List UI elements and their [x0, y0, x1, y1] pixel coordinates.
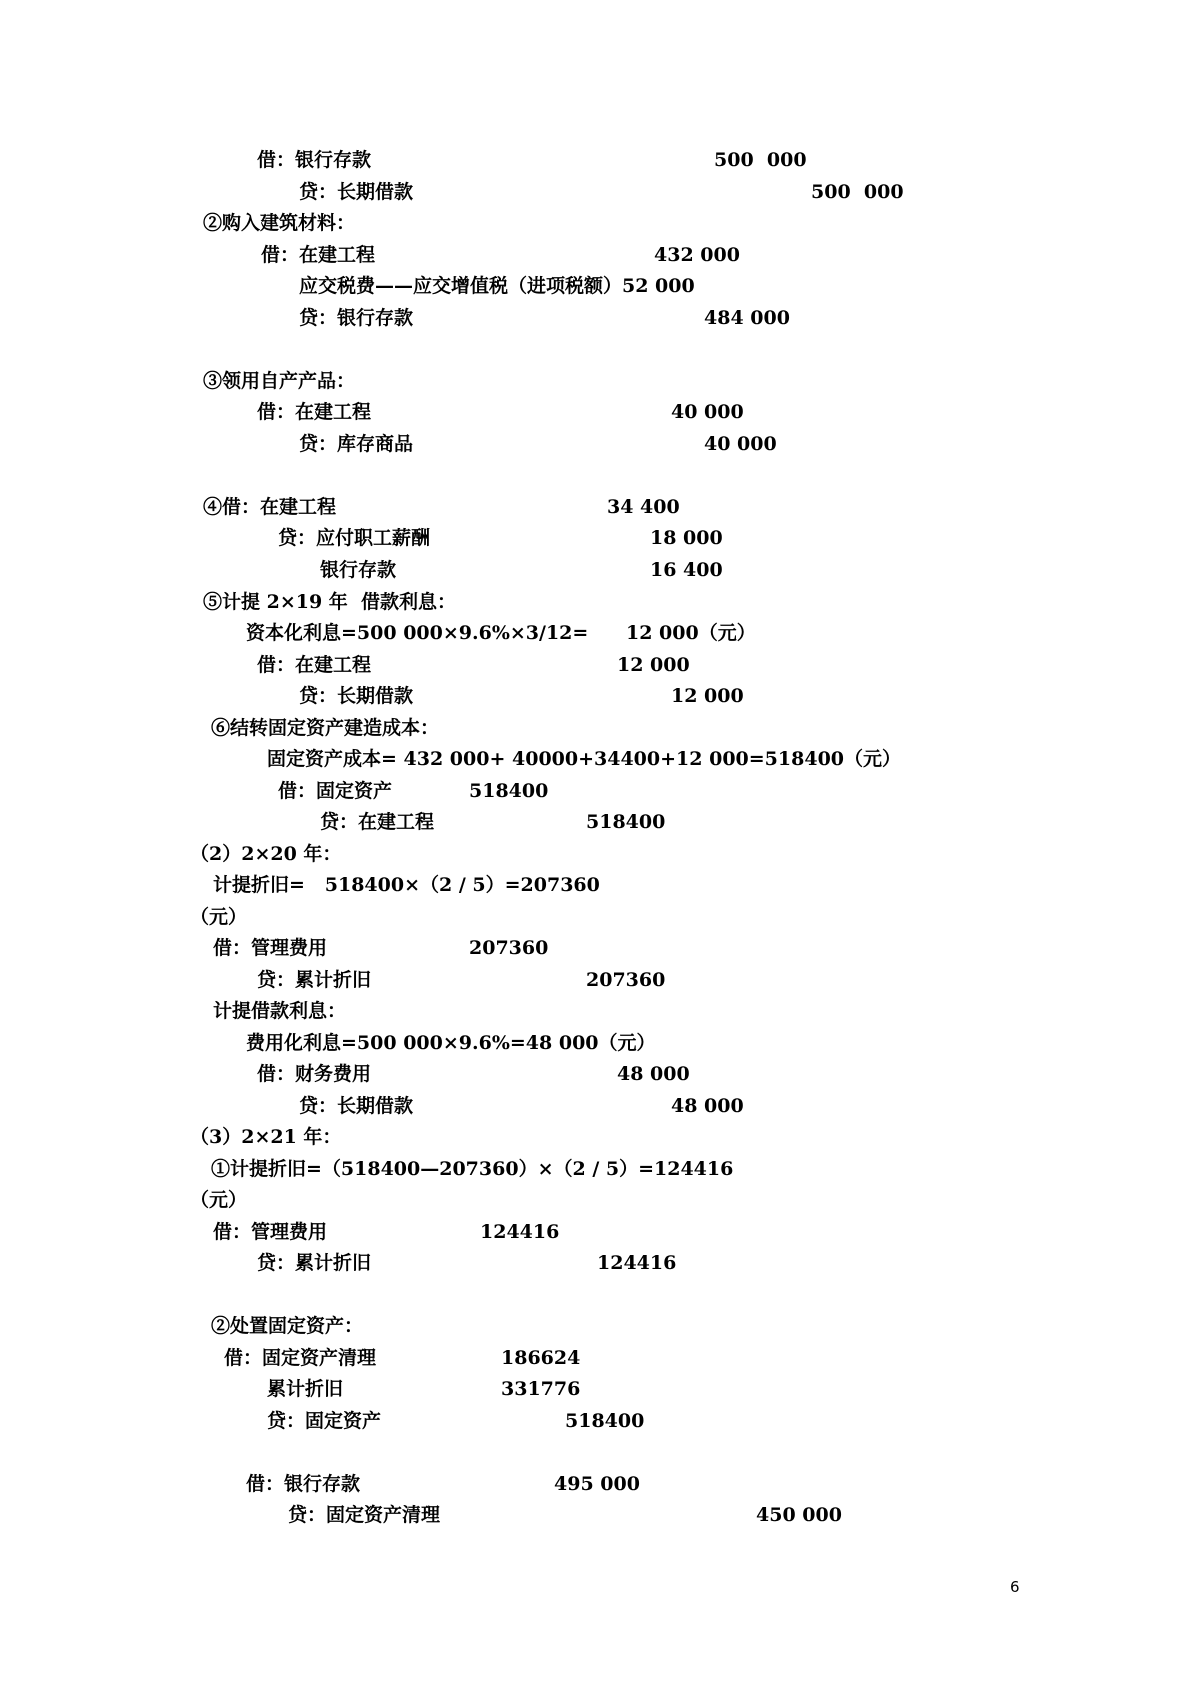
text-line: 贷：固定资产 — [267, 1410, 382, 1432]
section-heading: 计提借款利息： — [213, 1000, 347, 1022]
section-heading: ⑥结转固定资产建造成本： — [211, 717, 440, 739]
amount-text: 18 000 — [650, 527, 723, 549]
text-line: 贷：库存商品 — [299, 433, 414, 455]
section-heading: ②购入建筑材料： — [203, 212, 356, 234]
text-line: （元） — [190, 1189, 248, 1211]
section-heading: （3）2×21 年： — [190, 1126, 342, 1148]
text-line: 贷：累计折旧 — [257, 969, 372, 991]
text-line: 贷：固定资产清理 — [288, 1504, 441, 1526]
amount-text: 484 000 — [704, 307, 790, 329]
text-line: 借：在建工程 — [257, 654, 372, 676]
page-number: 6 — [1010, 1578, 1020, 1596]
text-line: 借：银行存款 — [246, 1473, 361, 1495]
amount-text: 331776 — [501, 1378, 581, 1400]
text-line: 固定资产成本= 432 000+ 40000+34400+12 000=518400（元） — [267, 748, 902, 770]
text-line: 贷：在建工程 — [320, 811, 435, 833]
text-line: 资本化利息=500 000×9.6%×3/12= — [246, 622, 589, 644]
text-line: ①计提折旧=（518400—207360）×（2 / 5）=124416 — [211, 1158, 734, 1180]
amount-text: 500 000 — [811, 181, 904, 203]
amount-text: 12 000（元） — [626, 622, 756, 644]
text-line: 借：固定资产 — [278, 780, 393, 802]
amount-text: 48 000 — [617, 1063, 690, 1085]
amount-text: 432 000 — [654, 244, 740, 266]
amount-text: 40 000 — [704, 433, 777, 455]
amount-text: 12 000 — [617, 654, 690, 676]
section-heading: ⑤计提 2×19 年 借款利息： — [203, 591, 457, 613]
text-line: 借：在建工程 — [257, 401, 372, 423]
text-line: 费用化利息=500 000×9.6%=48 000（元） — [246, 1032, 656, 1054]
text-line: 贷：应付职工薪酬 — [278, 527, 431, 549]
amount-text: 186624 — [501, 1347, 581, 1369]
amount-text: 40 000 — [671, 401, 744, 423]
text-line: 贷：长期借款 — [299, 181, 414, 203]
text-line: 应交税费——应交增值税（进项税额）52 000 — [299, 275, 695, 297]
amount-text: 518400 — [469, 780, 549, 802]
text-line: 借：管理费用 — [213, 1221, 328, 1243]
section-heading: （2）2×20 年： — [190, 843, 342, 865]
text-line: 计提折旧= 518400×（2 / 5）=207360 — [213, 874, 600, 896]
amount-text: 34 400 — [607, 496, 680, 518]
text-line: 借：管理费用 — [213, 937, 328, 959]
text-line: （元） — [190, 906, 248, 928]
amount-text: 500 000 — [714, 149, 807, 171]
section-heading: ③领用自产产品： — [203, 370, 356, 392]
amount-text: 16 400 — [650, 559, 723, 581]
text-line: 贷：长期借款 — [299, 685, 414, 707]
section-heading: ②处置固定资产： — [211, 1315, 364, 1337]
section-heading: ④借：在建工程 — [203, 496, 337, 518]
amount-text: 124416 — [480, 1221, 560, 1243]
amount-text: 495 000 — [554, 1473, 640, 1495]
text-line: 贷：累计折旧 — [257, 1252, 372, 1274]
amount-text: 207360 — [469, 937, 549, 959]
text-line: 贷：长期借款 — [299, 1095, 414, 1117]
amount-text: 518400 — [586, 811, 666, 833]
amount-text: 518400 — [565, 1410, 645, 1432]
amount-text: 12 000 — [671, 685, 744, 707]
text-line: 银行存款 — [320, 559, 397, 581]
text-line: 借：银行存款 — [257, 149, 372, 171]
text-line: 贷：银行存款 — [299, 307, 414, 329]
amount-text: 207360 — [586, 969, 666, 991]
text-line: 借：在建工程 — [261, 244, 376, 266]
amount-text: 124416 — [597, 1252, 677, 1274]
text-line: 累计折旧 — [267, 1378, 344, 1400]
amount-text: 48 000 — [671, 1095, 744, 1117]
amount-text: 450 000 — [756, 1504, 842, 1526]
text-line: 借：财务费用 — [257, 1063, 372, 1085]
text-line: 借：固定资产清理 — [224, 1347, 377, 1369]
